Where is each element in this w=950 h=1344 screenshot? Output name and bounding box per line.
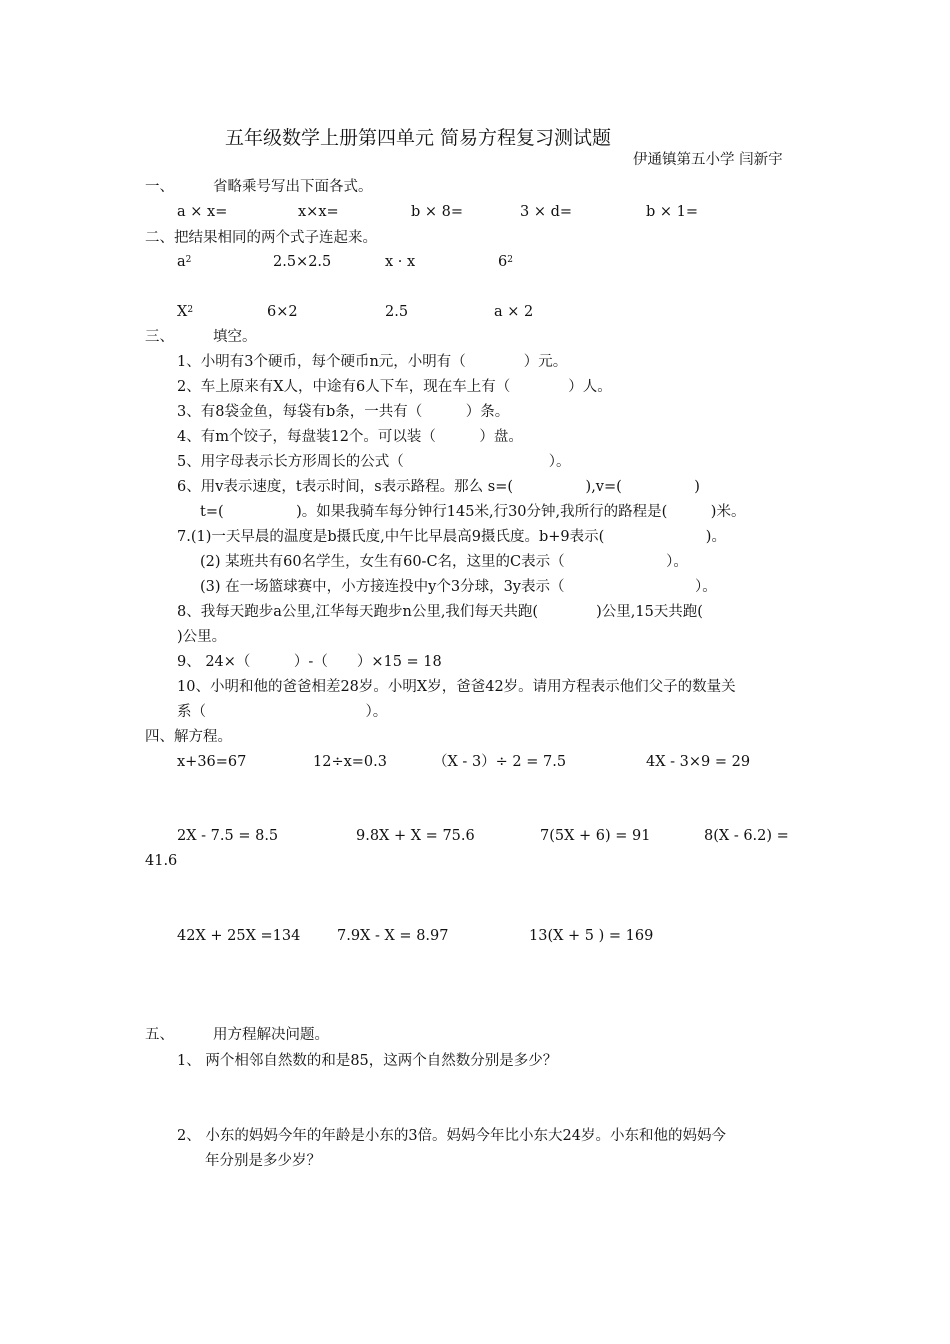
word-problem: 2、 小东的妈妈今年的年龄是小东的3倍。妈妈今年比小东大24岁。小东和他的妈妈今 (177, 1128, 727, 1144)
page-title: 五年级数学上册第四单元 简易方程复习测试题 (225, 127, 612, 149)
section-1-heading (145, 177, 373, 197)
fill-question: 8、我每天跑步a公里,江华每天跑步n公里,我们每天共跑( )公里,15天共跑( (177, 604, 703, 620)
fill-question: 1、小明有3个硬币，每个硬币n元，小明有（ ）元。 (177, 354, 568, 370)
section-5-number: 五、 (145, 1027, 174, 1043)
fill-question: 9、 24×（ ）-（ ）×15 = 18 (177, 654, 442, 670)
s2-expr: $X^2$ (177, 304, 194, 320)
section-3-heading (145, 327, 257, 347)
fill-question-sub: (3) 在一场篮球赛中，小方接连投中y个3分球，3y表示（ ）。 (200, 579, 717, 595)
section-3-title: 填空。 (213, 329, 257, 345)
fill-question: 5、用字母表示长方形周长的公式（ ）。 (177, 454, 571, 470)
fill-question-sub: (2) 某班共有60名学生，女生有60-C名，这里的C表示（ ）。 (200, 554, 688, 570)
s1-item: a × x= (177, 204, 228, 220)
s1-item: b × 8= (411, 204, 464, 220)
fill-question: 2、车上原来有X人，中途有6人下车，现在车上有（ ）人。 (177, 379, 612, 395)
fill-question: 3、有8袋金鱼，每袋有b条，一共有（ ）条。 (177, 404, 510, 420)
s2-expr: 6×2 (267, 304, 298, 320)
equation: 8(X - 6.2) = (704, 828, 789, 844)
section-4-heading: 四、解方程。 (145, 729, 232, 745)
fill-question: 7.(1)一天早晨的温度是b摄氏度,中午比早晨高9摄氏度。b+9表示( )。 (177, 529, 726, 545)
fill-question-cont: 系（ ）。 (177, 704, 388, 720)
author-line: 伊通镇第五小学 闫新宇 (633, 152, 783, 168)
section-1-title: 省略乘号写出下面各式。 (213, 179, 373, 195)
s2-expr: 2.5 (385, 304, 409, 320)
s1-item: x×x= (298, 204, 339, 220)
section-5-title: 用方程解决问题。 (213, 1027, 329, 1043)
s1-item: 3 × d= (520, 204, 573, 220)
fill-question-cont: )公里。 (177, 629, 227, 645)
equation: 2X - 7.5 = 8.5 (177, 828, 279, 844)
s2-expr: x · x (385, 254, 416, 270)
s2-expr: $6^2$ (498, 254, 513, 270)
equation: 13(X + 5 ) = 169 (529, 928, 654, 944)
equation: （X - 3）÷ 2 = 7.5 (433, 754, 567, 770)
equation: 7.9X - X = 8.97 (337, 928, 449, 944)
fill-question: 10、小明和他的爸爸相差28岁。小明X岁，爸爸42岁。请用方程表示他们父子的数量关 (177, 679, 736, 695)
section-3-number: 三、 (145, 329, 174, 345)
s2-expr: a × 2 (494, 304, 534, 320)
equation: x+36=67 (177, 754, 247, 770)
equation: 9.8X + X = 75.6 (356, 828, 475, 844)
equation: 7(5X + 6) = 91 (540, 828, 651, 844)
s1-item: b × 1= (646, 204, 699, 220)
section-1-number: 一、 (145, 179, 174, 195)
fill-question-cont: t=( )。如果我骑车每分钟行145米,行30分钟,我所行的路程是( )米。 (200, 504, 746, 520)
section-5-heading (145, 1025, 329, 1045)
equation: 12÷x=0.3 (313, 754, 387, 770)
s2-expr: 2.5×2.5 (273, 254, 332, 270)
equation: 42X + 25X =134 (177, 928, 301, 944)
s2-expr: $a^2$ (177, 254, 192, 270)
section-2-heading: 二、把结果相同的两个式子连起来。 (145, 230, 377, 246)
equation: 4X - 3×9 = 29 (646, 754, 751, 770)
equation-cont: 41.6 (145, 853, 178, 869)
fill-question: 6、用v表示速度，t表示时间，s表示路程。那么 s=( ),v=( ) (177, 479, 700, 495)
word-problem-cont: 年分别是多少岁？ (205, 1153, 321, 1169)
word-problem: 1、 两个相邻自然数的和是85，这两个自然数分别是多少？ (177, 1053, 558, 1069)
fill-question: 4、有m个饺子，每盘装12个。可以装（ ）盘。 (177, 429, 523, 445)
